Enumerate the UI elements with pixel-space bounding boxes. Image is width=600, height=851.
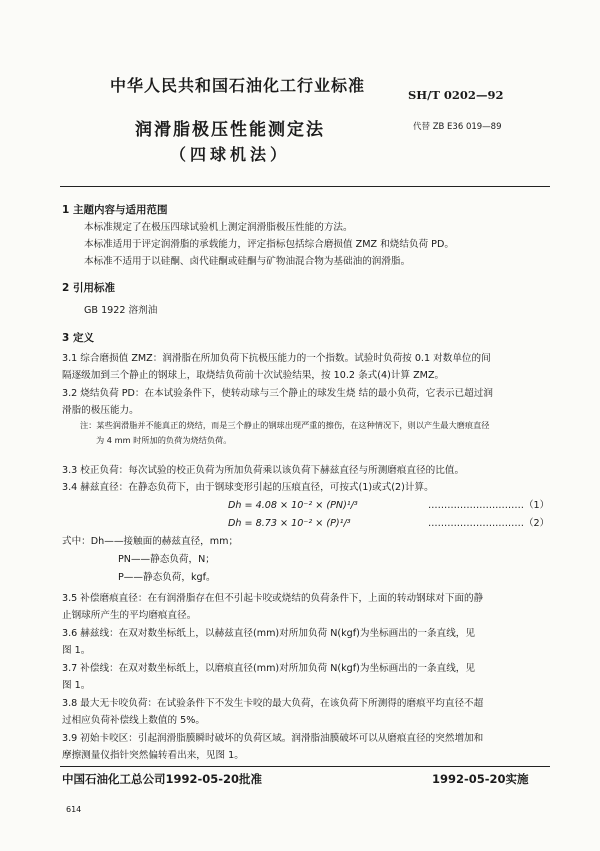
definition-3-7-line-2: 图 1。 [62, 680, 91, 691]
reference-standard: GB 1922 溶剂油 [84, 305, 158, 316]
section-1-heading: 1 主题内容与适用范围 [62, 204, 168, 216]
definition-3-2-line-2: 滑脂的极压能力。 [62, 405, 139, 416]
equation-1: Dh = 4.08 × 10⁻² × (PN)¹/³ [228, 500, 358, 511]
definition-3-5-line-2: 止钢球所产生的平均磨痕直径。 [62, 610, 197, 621]
note-line-2: 为 4 mm 时所加的负荷为烧结负荷。 [96, 435, 232, 445]
where-line-3: P——静态负荷，kgf。 [118, 572, 216, 583]
where-line-2: PN——静态负荷，N； [118, 554, 215, 565]
definition-3-6-line-1: 3.6 赫兹线：在双对数坐标纸上，以赫兹直径(mm)对所加负荷 N(kgf)为坐标画出的一条直线，见 [62, 628, 475, 639]
definition-3-9-line-2: 摩擦测量仪指针突然偏转看出来，见图 1。 [62, 750, 244, 761]
where-line-1: 式中：Dh——接触面的赫兹直径，mm； [62, 536, 239, 547]
equation-2-number: …………………………（2） [428, 518, 550, 529]
standard-code: SH/T 0202—92 [408, 88, 504, 102]
section-3-heading: 3 定义 [62, 332, 94, 344]
note-line-1: 注：某些润滑脂并不能真正的烧结，而是三个静止的钢球出现严重的擦伤，在这种情况下，则以产生最大磨痕直径 [80, 420, 490, 430]
approval-date: 中国石油化工总公司1992-05-20批准 [62, 772, 263, 786]
issuing-organization: 中华人民共和国石油化工行业标准 [110, 76, 366, 95]
effective-date: 1992-05-20实施 [432, 772, 529, 786]
section-1-para-2: 本标准适用于评定润滑脂的承载能力，评定指标包括综合磨损值 ZMZ 和烧结负荷 PD。 [84, 239, 454, 250]
header-divider [60, 186, 550, 187]
equation-2: Dh = 8.73 × 10⁻² × (P)¹/³ [228, 518, 351, 529]
footer-divider [60, 766, 550, 767]
definition-3-2-line-1: 3.2 烧结负荷 PD：在本试验条件下，使转动球与三个静止的球发生烧 结的最小负荷，它表示已超过润 [62, 388, 493, 399]
section-1-para-3: 本标准不适用于以硅酮、卤代硅酮或硅酮与矿物油混合物为基础油的润滑脂。 [84, 256, 411, 267]
definition-3-1-line-1: 3.1 综合磨损值 ZMZ：润滑脂在所加负荷下抗极压能力的一个指数。试验时负荷按 0.1 对数单位的间 [62, 353, 491, 364]
document-subtitle: （四球机法） [170, 145, 291, 164]
definition-3-3: 3.3 校正负荷：每次试验的校正负荷为所加负荷乘以该负荷下赫兹直径与所测磨痕直径的比值。 [62, 465, 465, 476]
definition-3-8-line-1: 3.8 最大无卡咬负荷：在试验条件下不发生卡咬的最大负荷，在该负荷下所测得的磨痕平均直径不超 [62, 698, 484, 709]
document-title: 润滑脂极压性能测定法 [135, 120, 325, 140]
definition-3-9-line-1: 3.9 初始卡咬区：引起润滑脂膜瞬时破坏的负荷区域。润滑脂油膜破坏可以从磨痕直径的突然增加和 [62, 733, 484, 744]
definition-3-6-line-2: 图 1。 [62, 645, 91, 656]
section-2-heading: 2 引用标准 [62, 282, 115, 294]
page-number: 614 [66, 805, 82, 814]
definition-3-5-line-1: 3.5 补偿磨痕直径：在有润滑脂存在但不引起卡咬或烧结的负荷条件下，上面的转动钢球对下面的静 [62, 593, 484, 604]
replaces-note: 代替 ZB E36 019—89 [413, 122, 502, 132]
definition-3-1-line-2: 隔逐级加到三个静止的钢球上，取烧结负荷前十次试验结果，按 10.2 条式(4)计算 ZMZ。 [62, 370, 445, 381]
section-1-para-1: 本标准规定了在极压四球试验机上测定润滑脂极压性能的方法。 [84, 222, 353, 233]
equation-1-number: …………………………（1） [428, 500, 550, 511]
definition-3-8-line-2: 过相应负荷补偿线上数值的 5%。 [62, 715, 205, 726]
definition-3-7-line-1: 3.7 补偿线：在双对数坐标纸上，以磨痕直径(mm)对所加负荷 N(kgf)为坐标画出的一条直线，见 [62, 663, 475, 674]
definition-3-4: 3.4 赫兹直径：在静态负荷下，由于钢球变形引起的压痕直径，可按式(1)或式(2)计算。 [62, 482, 434, 493]
